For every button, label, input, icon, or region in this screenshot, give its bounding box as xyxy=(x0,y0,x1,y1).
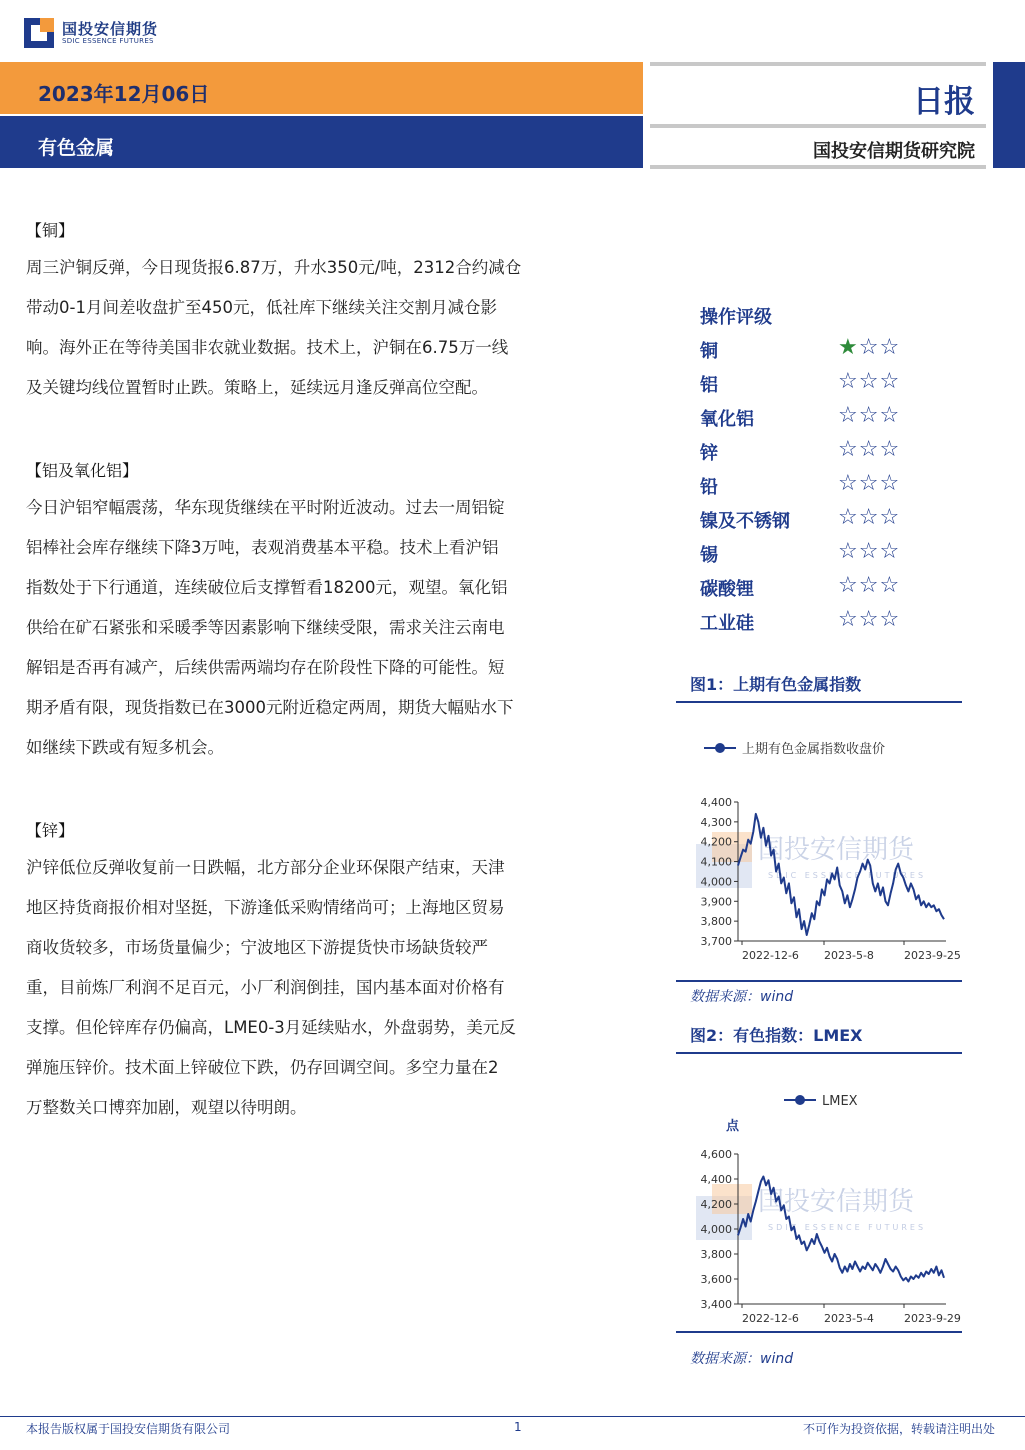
rating-commodity-name: 工业硅 xyxy=(700,613,754,634)
figure-1-source: 数据来源：wind xyxy=(690,989,794,1005)
star-empty-icon: ☆ xyxy=(858,539,880,564)
paragraph-line: 万整数关口博弈加剧，观望以待明朗。 xyxy=(26,1098,307,1117)
rating-row xyxy=(700,609,920,639)
star-empty-icon: ☆ xyxy=(838,403,859,428)
y-tick-label: 3,400 xyxy=(700,1298,732,1311)
paragraph-line: 指数处于下行通道，连续破位后支撑暂看18200元，观望。氧化铝 xyxy=(26,578,508,597)
star-empty-icon: ☆ xyxy=(858,369,880,394)
watermark-text-en: SDIC ESSENCE FUTURES xyxy=(768,1223,927,1232)
rating-row xyxy=(700,507,920,537)
report-type: 日报 xyxy=(913,84,975,120)
rating-stars xyxy=(838,369,900,394)
paragraph-line: 带动0-1月间差收盘扩至450元，低社库下继续关注交割月减仓影 xyxy=(26,298,497,317)
legend-label: LMEX xyxy=(822,1094,858,1109)
rating-stars xyxy=(838,437,900,462)
star-empty-icon: ☆ xyxy=(879,573,901,598)
star-empty-icon: ☆ xyxy=(879,539,901,564)
rating-stars xyxy=(838,403,900,428)
rating-commodity-name: 镍及不锈钢 xyxy=(700,511,790,532)
paragraph-line: 重，目前炼厂利润不足百元，小厂利润倒挂，国内基本面对价格有 xyxy=(26,978,505,997)
star-empty-icon: ☆ xyxy=(858,471,880,496)
y-tick-label: 3,900 xyxy=(700,895,732,909)
rating-row xyxy=(700,439,920,469)
paragraph-line: 沪锌低位反弹收复前一日跌幅，北方部分企业环保限产结束，天津 xyxy=(26,858,505,877)
paragraph-line: 供给在矿石紧张和采暖季等因素影响下继续受限，需求关注云南电 xyxy=(26,618,505,637)
figure-1-chart xyxy=(676,728,962,978)
footer-rule xyxy=(0,1416,1025,1417)
star-empty-icon: ☆ xyxy=(879,437,901,462)
rating-commodity-name: 铅 xyxy=(700,477,718,498)
star-empty-icon: ☆ xyxy=(879,335,901,360)
star-empty-icon: ☆ xyxy=(838,607,859,632)
y-tick-label: 4,000 xyxy=(700,1223,732,1236)
star-empty-icon: ☆ xyxy=(838,539,859,564)
watermark-text-cn: 国投安信期货 xyxy=(758,1187,915,1217)
y-tick-label: 4,600 xyxy=(700,1148,732,1161)
rating-commodity-name: 碳酸锂 xyxy=(700,579,754,600)
header-rule-bottom xyxy=(650,165,986,169)
y-tick-label: 4,400 xyxy=(700,796,732,809)
logo-mark-icon xyxy=(24,18,54,48)
section-title: 【锌】 xyxy=(26,821,75,840)
rating-stars xyxy=(838,505,900,530)
paragraph-line: 支撑。但伦锌库存仍偏高，LME0-3月延续贴水，外盘弱势，美元反 xyxy=(26,1018,516,1037)
star-empty-icon: ☆ xyxy=(838,471,859,496)
figure-1-rule-bottom xyxy=(676,980,962,982)
star-empty-icon: ☆ xyxy=(838,437,859,462)
star-empty-icon: ☆ xyxy=(879,607,901,632)
paragraph-line: 今日沪铝窄幅震荡，华东现货继续在平时附近波动。过去一周铝锭 xyxy=(26,498,505,517)
x-tick-label: 2022-12-6 xyxy=(742,949,799,962)
star-empty-icon: ☆ xyxy=(838,573,859,598)
rating-stars xyxy=(838,573,900,598)
section-paragraph xyxy=(26,488,608,768)
section-title: 【铝及氧化铝】 xyxy=(26,461,139,480)
star-empty-icon: ☆ xyxy=(838,369,859,394)
rating-row xyxy=(700,405,920,435)
rating-commodity-name: 铝 xyxy=(700,375,718,396)
watermark-text-en: SDIC ESSENCE FUTURES xyxy=(768,871,927,880)
y-tick-label: 3,600 xyxy=(700,1273,732,1286)
y-tick-label: 3,700 xyxy=(700,935,732,948)
star-empty-icon: ☆ xyxy=(879,471,901,496)
star-empty-icon: ☆ xyxy=(879,505,901,530)
paragraph-line: 铝棒社会库存继续下降3万吨，表观消费基本平稳。技术上看沪铝 xyxy=(26,538,499,557)
paragraph-line: 弹施压锌价。技术面上锌破位下跌，仍存回调空间。多空力量在2 xyxy=(26,1058,499,1077)
paragraph-line: 解铝是否再有减产，后续供需两端均存在阶段性下降的可能性。短 xyxy=(26,658,505,677)
rating-stars xyxy=(838,335,900,360)
section-paragraph xyxy=(26,248,608,408)
legend-label: 上期有色金属指数收盘价 xyxy=(742,742,886,757)
y-tick-label: 4,100 xyxy=(700,855,732,869)
footer-copyright: 本报告版权属于国投安信期货有限公司 xyxy=(26,1422,231,1436)
logo-text-cn: 国投安信期货 xyxy=(62,20,159,38)
header-rule-top xyxy=(650,62,986,66)
rating-commodity-name: 氧化铝 xyxy=(700,409,754,430)
x-tick-label: 2023-9-29 xyxy=(904,1312,961,1325)
legend-marker xyxy=(715,743,725,753)
company-logo xyxy=(24,16,164,50)
rating-row xyxy=(700,371,920,401)
rating-stars xyxy=(838,539,900,564)
paragraph-line: 响。海外正在等待美国非农就业数据。技术上，沪铜在6.75万一线 xyxy=(26,338,509,357)
rating-stars xyxy=(838,607,900,632)
y-tick-label: 4,400 xyxy=(700,1173,732,1186)
star-empty-icon: ☆ xyxy=(879,369,901,394)
footer-page-number: 1 xyxy=(514,1420,522,1434)
star-empty-icon: ☆ xyxy=(858,437,880,462)
paragraph-line: 周三沪铜反弹，今日现货报6.87万，升水350元/吨，2312合约减仓 xyxy=(26,258,522,277)
figure-2-source: 数据来源：wind xyxy=(690,1351,794,1367)
paragraph-line: 商收货较多，市场货量偏少；宁波地区下游提货快市场缺货较严 xyxy=(26,938,488,957)
figure-2-rule-bottom xyxy=(676,1331,962,1333)
rating-commodity-name: 锌 xyxy=(700,443,718,464)
star-empty-icon: ☆ xyxy=(858,403,880,428)
y-tick-label: 4,000 xyxy=(700,875,732,889)
rating-row xyxy=(700,541,920,571)
figure-2-title: 图2：有色指数：LMEX xyxy=(690,1026,863,1045)
paragraph-line: 地区持货商报价相对坚挺，下游逢低采购情绪尚可；上海地区贸易 xyxy=(26,898,505,917)
header-pillar xyxy=(993,62,1025,168)
star-filled-icon: ★ xyxy=(838,335,859,360)
rating-commodity-name: 锡 xyxy=(700,545,718,566)
rating-row xyxy=(700,575,920,605)
y-tick-label: 4,200 xyxy=(700,1198,732,1211)
y-tick-label: 3,800 xyxy=(700,915,732,929)
figure-1-rule xyxy=(676,701,962,703)
watermark-text-cn: 国投安信期货 xyxy=(758,835,915,865)
section-paragraph xyxy=(26,848,608,1128)
figure-2-rule xyxy=(676,1052,962,1054)
y-axis-unit: 点 xyxy=(726,1119,740,1134)
star-empty-icon: ☆ xyxy=(858,607,880,632)
y-tick-label: 4,200 xyxy=(700,835,732,849)
x-tick-label: 2023-5-4 xyxy=(824,1312,874,1325)
y-tick-label: 4,300 xyxy=(700,815,732,829)
report-date: 2023年12月06日 xyxy=(38,82,210,106)
logo-text-en: SDIC ESSENCE FUTURES xyxy=(62,37,154,45)
paragraph-line: 如继续下跌或有短多机会。 xyxy=(26,738,224,757)
paragraph-line: 期矛盾有限，现货指数已在3000元附近稳定两周，期货大幅贴水下 xyxy=(26,698,514,717)
x-tick-label: 2023-9-25 xyxy=(904,949,961,962)
rating-title: 操作评级 xyxy=(700,307,772,328)
star-empty-icon: ☆ xyxy=(879,403,901,428)
star-empty-icon: ☆ xyxy=(858,335,880,360)
star-empty-icon: ☆ xyxy=(858,505,880,530)
x-tick-label: 2023-5-8 xyxy=(824,949,874,962)
star-empty-icon: ☆ xyxy=(858,573,880,598)
y-tick-label: 3,800 xyxy=(700,1248,732,1261)
figure-2-chart xyxy=(676,1080,962,1330)
paragraph-line: 及关键均线位置暂时止跌。策略上，延续远月逢反弹高位空配。 xyxy=(26,378,488,397)
rating-row xyxy=(700,473,920,503)
figure-1-title: 图1：上期有色金属指数 xyxy=(690,675,862,694)
legend-marker xyxy=(795,1095,805,1105)
x-tick-label: 2022-12-6 xyxy=(742,1312,799,1325)
section-title: 【铜】 xyxy=(26,221,75,240)
report-sector: 有色金属 xyxy=(38,137,115,159)
institute-name: 国投安信期货研究院 xyxy=(813,141,975,162)
rating-commodity-name: 铜 xyxy=(700,341,718,362)
rating-stars xyxy=(838,471,900,496)
header-rule-middle xyxy=(650,124,986,128)
star-empty-icon: ☆ xyxy=(838,505,859,530)
rating-row xyxy=(700,337,920,367)
footer-disclaimer: 不可作为投资依据，转载请注明出处 xyxy=(802,1422,995,1436)
